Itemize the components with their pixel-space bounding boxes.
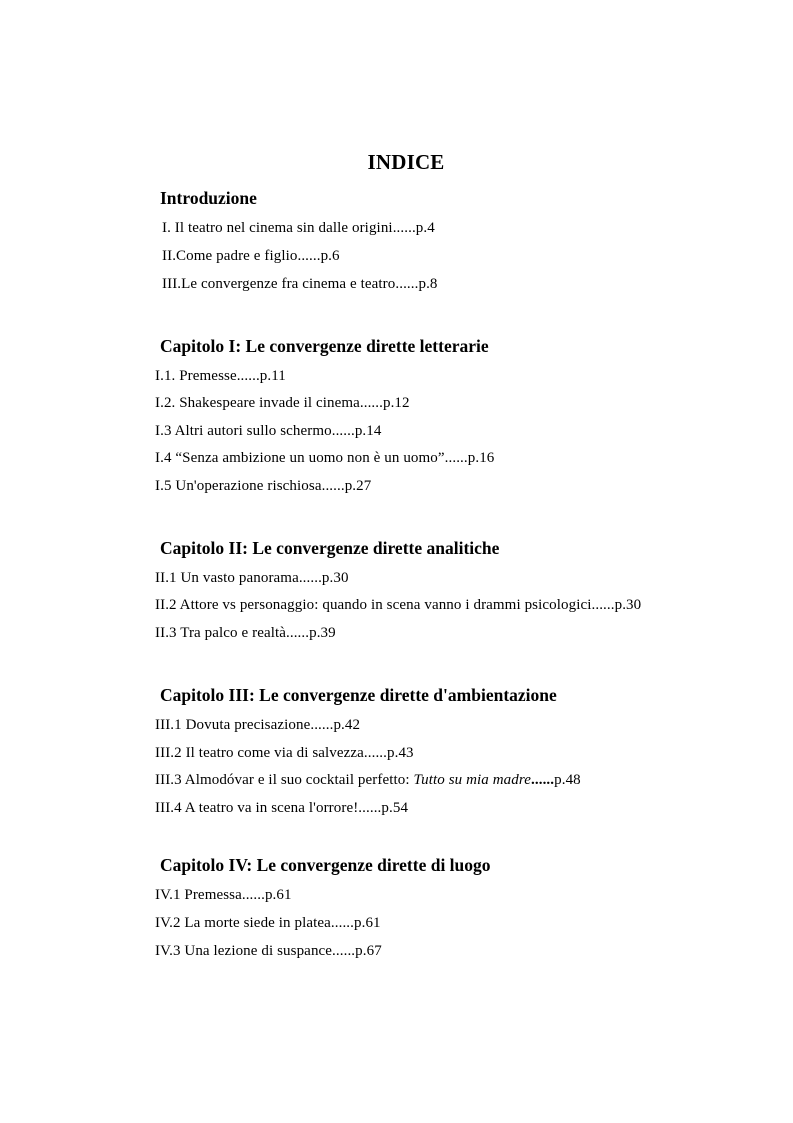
chapter1-heading: Capitolo I: Le convergenze dirette letterarie (160, 336, 489, 356)
toc-entry-dots: ...... (531, 772, 555, 788)
page-title: INDICE (367, 150, 445, 174)
toc-entry (155, 772, 581, 789)
toc-entry: II.Come padre e figlio......p.6 (162, 248, 340, 264)
toc-entry: I. Il teatro nel cinema sin dalle origini......p.4 (162, 220, 435, 236)
toc-entry-text: III.3 Almodóvar e il suo cocktail perfetto: (155, 772, 414, 788)
toc-entry: IV.2 La morte siede in platea......p.61 (155, 915, 381, 931)
chapter4-heading: Capitolo IV: Le convergenze dirette di luogo (160, 855, 491, 875)
toc-entry: II.1 Un vasto panorama......p.30 (155, 570, 349, 586)
toc-entry: III.1 Dovuta precisazione......p.42 (155, 717, 361, 733)
toc-entry: II.2 Attore vs personaggio: quando in scena vanno i drammi psicologici......p.30 (155, 597, 642, 613)
toc-entry: II.3 Tra palco e realtà......p.39 (155, 625, 336, 641)
chapter3-heading: Capitolo III: Le convergenze dirette d'ambientazione (160, 685, 557, 705)
toc-entry: I.1. Premesse......p.11 (155, 368, 286, 384)
toc-entry: III.4 A teatro va in scena l'orrore!......p.54 (155, 800, 409, 816)
toc-entry: IV.1 Premessa......p.61 (155, 887, 292, 903)
introduction-heading: Introduzione (160, 188, 257, 208)
toc-entry-italic-title: Tutto su mia madre (413, 772, 532, 788)
toc-entry: III.Le convergenze fra cinema e teatro......p.8 (162, 276, 438, 292)
toc-entry: III.2 Il teatro come via di salvezza......p.43 (155, 745, 414, 761)
toc-entry: I.2. Shakespeare invade il cinema......p.12 (155, 395, 410, 411)
toc-entry-page: p.48 (554, 772, 581, 788)
chapter2-heading: Capitolo II: Le convergenze dirette analitiche (160, 538, 500, 558)
toc-entry: I.5 Un'operazione rischiosa......p.27 (155, 478, 372, 494)
toc-entry: I.4 “Senza ambizione un uomo non è un uomo”......p.16 (155, 450, 495, 466)
toc-entry: IV.3 Una lezione di suspance......p.67 (155, 943, 382, 959)
toc-entry: I.3 Altri autori sullo schermo......p.14 (155, 423, 382, 439)
